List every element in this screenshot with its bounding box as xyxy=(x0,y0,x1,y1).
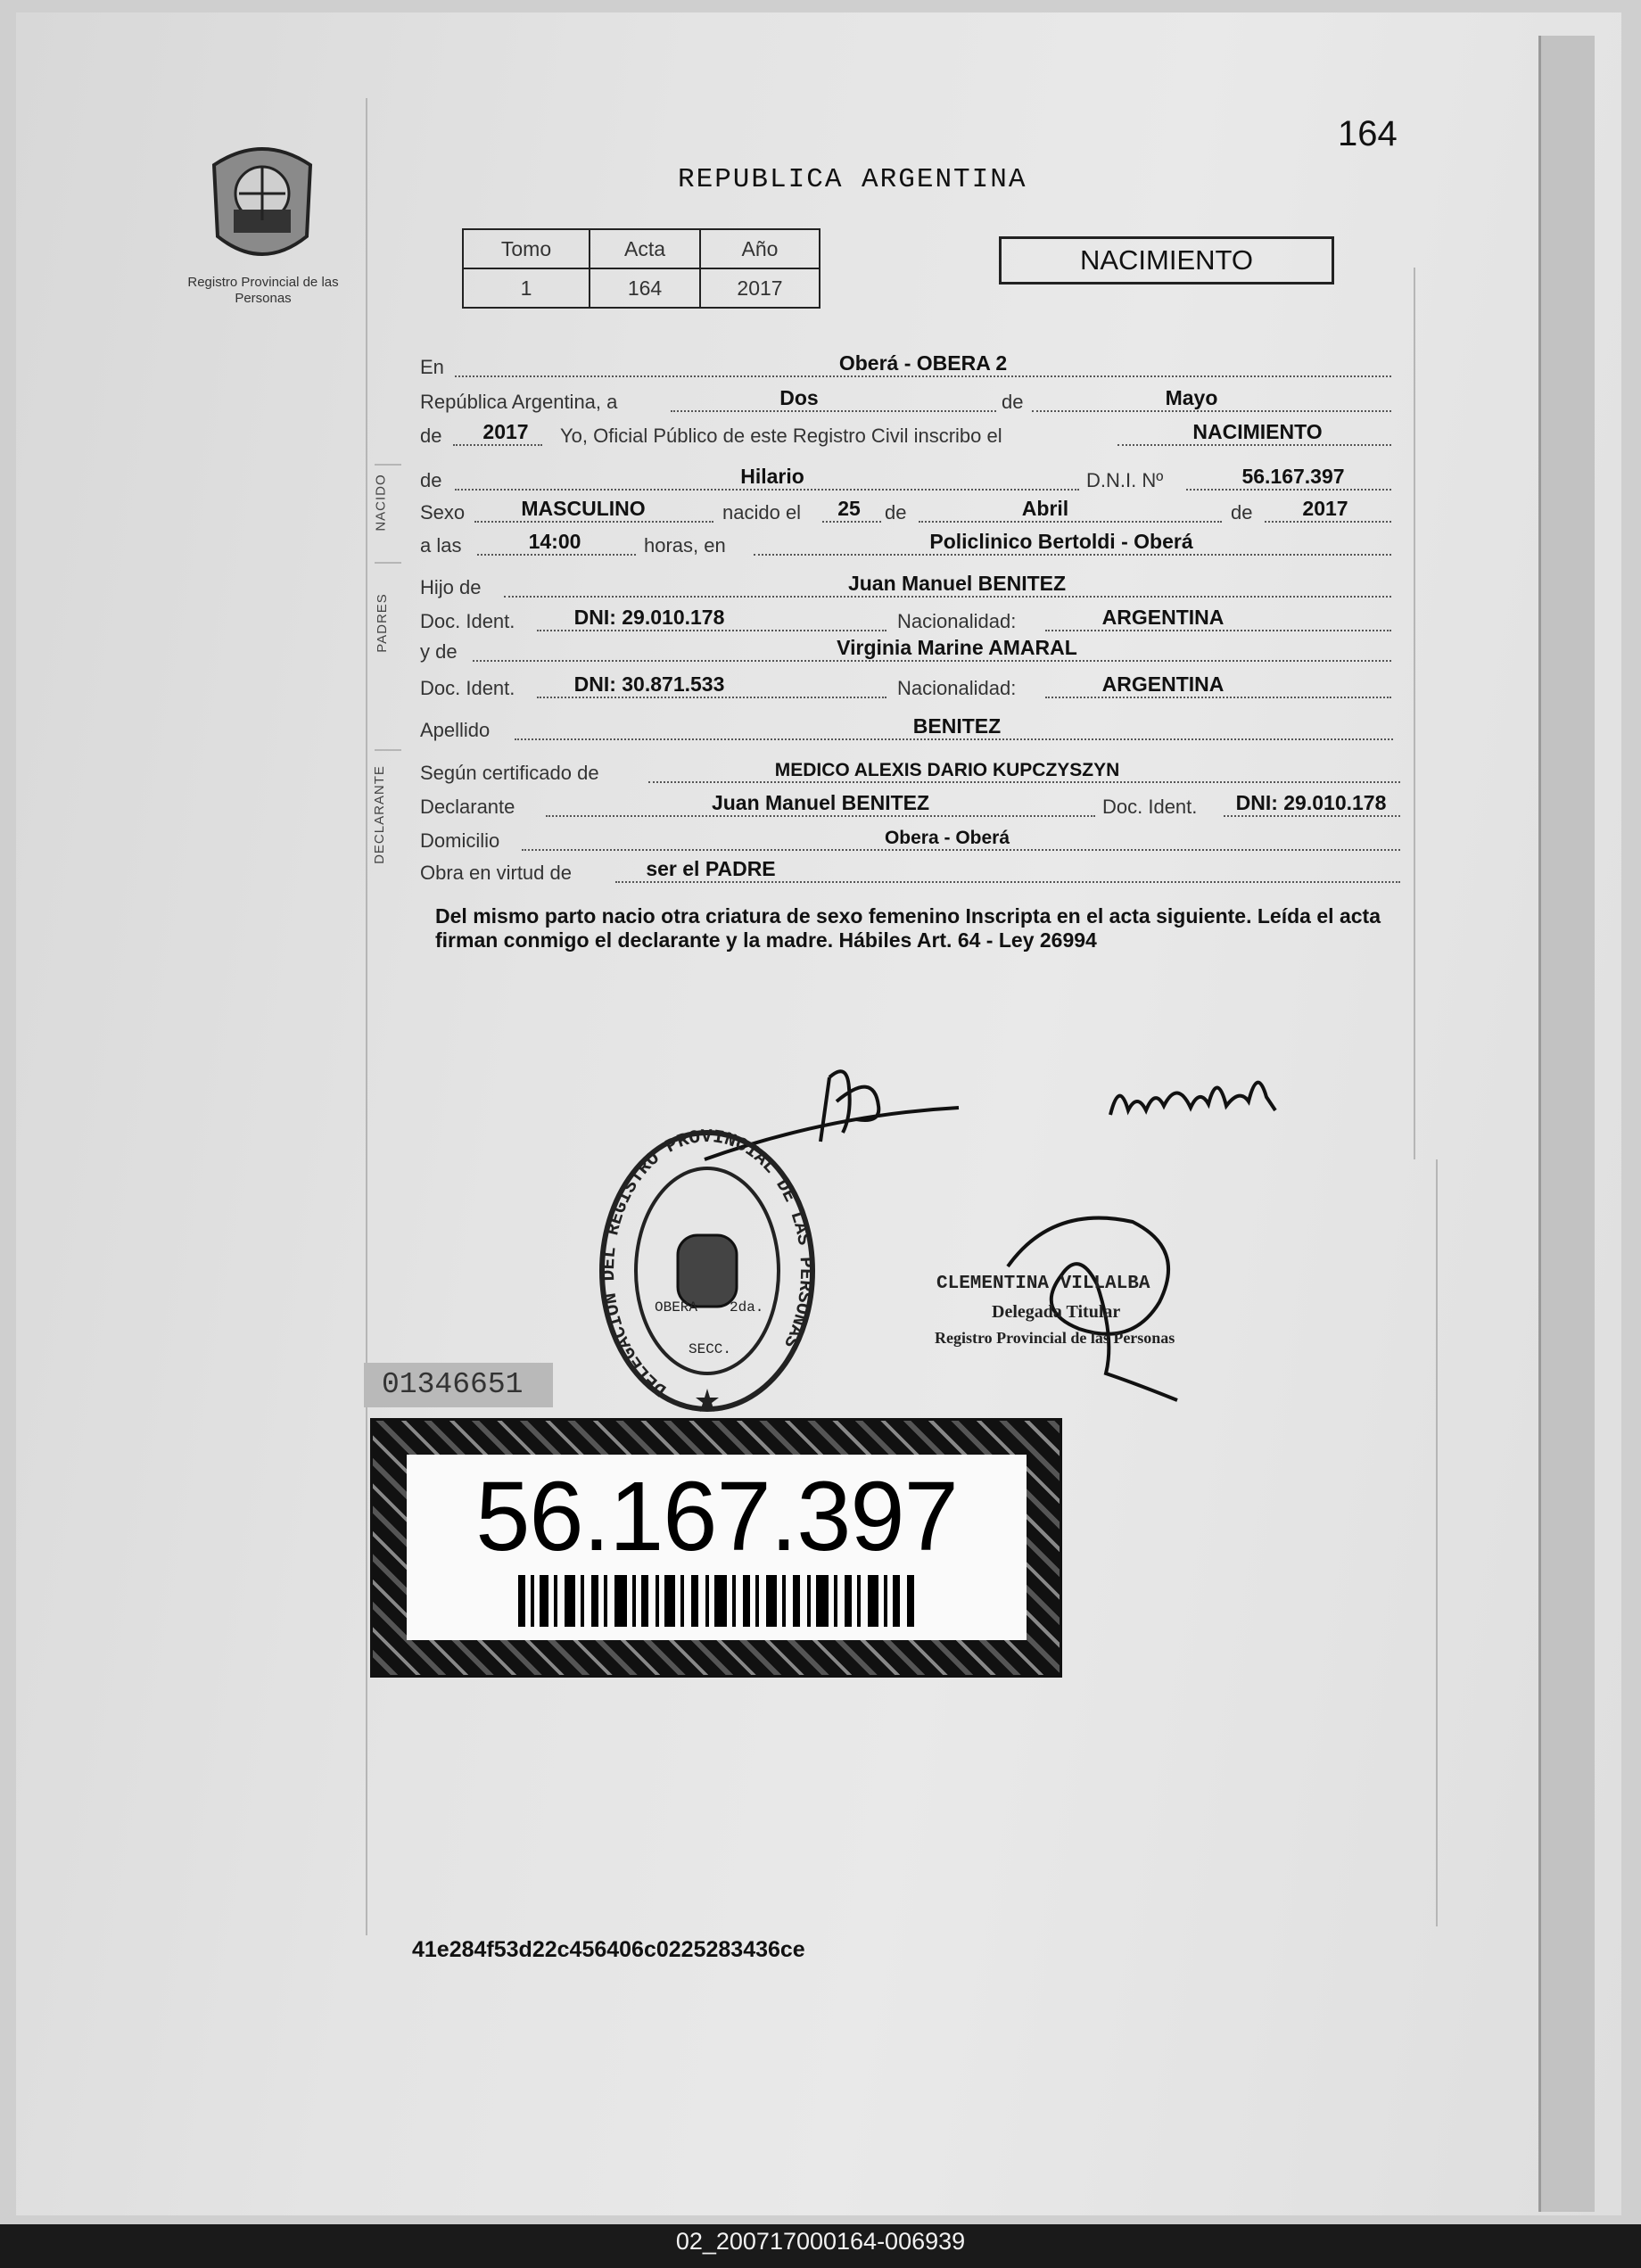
dni-label: D.N.I. Nº xyxy=(1086,469,1164,491)
time-value: 14:00 xyxy=(528,530,581,553)
dotted-line xyxy=(648,781,1400,783)
page-number: 164 xyxy=(1338,114,1398,153)
mother-signature xyxy=(1106,1061,1284,1133)
republic-label: República Argentina, a xyxy=(420,391,618,413)
tomo-value: 1 xyxy=(463,268,590,308)
certificate-value: MEDICO ALEXIS DARIO KUPCZYSZYN xyxy=(774,760,1120,780)
mother-nationality-label: Nacionalidad: xyxy=(897,677,1017,699)
declarant-doc-value: DNI: 29.010.178 xyxy=(1235,791,1387,814)
dotted-line xyxy=(615,881,1400,883)
certificate-label: Según certificado de xyxy=(420,762,599,784)
side-label-parents: PADRES xyxy=(374,593,390,653)
label-dni-number: 56.167.397 xyxy=(475,1462,958,1571)
registrar-name: CLEMENTINA VILLALBA xyxy=(936,1274,1150,1294)
field-row-father xyxy=(0,571,1427,603)
officer-text: Yo, Oficial Público de este Registro Civil inscribo el xyxy=(560,425,1002,447)
field-row-declarant xyxy=(0,790,1427,822)
year-de-label: de xyxy=(420,425,442,447)
side-label-declarant: DECLARANTE xyxy=(371,765,387,864)
surname-label: Apellido xyxy=(420,719,491,741)
declarant-label: Declarante xyxy=(420,796,515,818)
registrar-role: Delegada Titular xyxy=(992,1302,1121,1322)
field-row-virtue xyxy=(0,856,1427,888)
time-label: a las xyxy=(420,534,462,557)
virtue-value: ser el PADRE xyxy=(646,857,776,880)
hours-label: horas, en xyxy=(644,534,726,557)
child-name-value: Hilario xyxy=(740,465,804,488)
dotted-line xyxy=(1224,815,1400,817)
dotted-line xyxy=(515,738,1393,740)
virtue-label: Obra en virtud de xyxy=(420,862,572,884)
ano-value: 2017 xyxy=(700,268,820,308)
field-row-address xyxy=(0,824,1427,856)
section-tick xyxy=(375,562,401,564)
born-label: nacido el xyxy=(722,501,802,524)
security-label-inner xyxy=(407,1455,1027,1640)
dotted-line xyxy=(546,815,1095,817)
field-row-mother-doc xyxy=(0,672,1427,704)
act-type-box: NACIMIENTO xyxy=(999,236,1334,285)
mother-nationality-value: ARGENTINA xyxy=(1101,672,1225,696)
surname-value: BENITEZ xyxy=(912,714,1002,738)
born-day-value: 25 xyxy=(837,497,861,520)
dotted-line xyxy=(1045,697,1391,698)
born-de-label-2: de xyxy=(1231,501,1253,524)
dotted-line xyxy=(474,521,713,523)
ano-header: Año xyxy=(700,229,820,268)
dotted-line xyxy=(455,375,1391,377)
field-row-father-doc xyxy=(0,605,1427,637)
field-row-name xyxy=(0,464,1427,496)
serial-number: 01346651 xyxy=(364,1363,553,1407)
dotted-line xyxy=(537,630,886,631)
dotted-line xyxy=(455,489,1079,491)
field-row-date xyxy=(0,385,1427,417)
mother-doc-label: Doc. Ident. xyxy=(420,677,515,699)
dotted-line xyxy=(1117,444,1391,446)
en-label: En xyxy=(420,356,444,378)
dotted-line xyxy=(1186,489,1391,491)
side-label-born: NACIDO xyxy=(373,474,389,532)
section-tick xyxy=(375,749,401,751)
document-title: REPUBLICA ARGENTINA xyxy=(678,164,1027,195)
child-dni-value: 56.167.397 xyxy=(1241,465,1345,488)
father-nationality-value: ARGENTINA xyxy=(1101,606,1225,629)
binder-edge xyxy=(1538,36,1595,2212)
birth-place-value: Policlinico Bertoldi - Oberá xyxy=(929,530,1193,553)
seal-inner-bottom: SECC. xyxy=(689,1341,732,1357)
son-of-label: Hijo de xyxy=(420,576,482,598)
dotted-line xyxy=(822,521,881,523)
form-right-rule-lower xyxy=(1436,1159,1438,1926)
acta-value: 164 xyxy=(590,268,700,308)
year-value: 2017 xyxy=(482,420,529,443)
day-value: Dos xyxy=(779,386,819,409)
declarant-doc-label: Doc. Ident. xyxy=(1102,796,1198,818)
dotted-line xyxy=(522,849,1400,851)
father-doc-value: DNI: 29.010.178 xyxy=(573,606,725,629)
address-value: Obera - Oberá xyxy=(884,828,1010,848)
logo-caption: Registro Provincial de las Personas xyxy=(187,275,339,306)
tomo-header: Tomo xyxy=(463,229,590,268)
father-nationality-label: Nacionalidad: xyxy=(897,610,1017,632)
acta-header: Acta xyxy=(590,229,700,268)
father-doc-label: Doc. Ident. xyxy=(420,610,515,632)
born-de-label: de xyxy=(885,501,907,524)
emblem-icon xyxy=(203,138,321,263)
dotted-line xyxy=(1265,521,1391,523)
dotted-line xyxy=(473,660,1391,662)
image-footer-id: 02_200717000164-006939 xyxy=(675,2228,966,2255)
field-row-certificate xyxy=(0,756,1427,788)
declarant-value: Juan Manuel BENITEZ xyxy=(711,791,930,814)
mother-name-value: Virginia Marine AMARAL xyxy=(837,636,1077,659)
field-row-mother xyxy=(0,635,1427,667)
seal-inner-right: 2da. xyxy=(730,1299,764,1315)
document-hash: 41e284f53d22c456406c0225283436ce xyxy=(412,1937,805,1962)
and-of-label: y de xyxy=(420,640,458,663)
father-name-value: Juan Manuel BENITEZ xyxy=(847,572,1067,595)
born-month-value: Abril xyxy=(1021,497,1069,520)
field-row-surname xyxy=(0,713,1427,746)
dotted-line xyxy=(919,521,1222,523)
dotted-line xyxy=(504,596,1391,598)
field-row-birth xyxy=(0,496,1427,528)
sex-label: Sexo xyxy=(420,501,466,524)
field-row-place xyxy=(0,351,1427,383)
dotted-line xyxy=(1045,630,1391,631)
dotted-line xyxy=(453,444,542,446)
seal-inner-left: OBERA xyxy=(655,1299,698,1315)
field-row-time xyxy=(0,529,1427,561)
officer-value: NACIMIENTO xyxy=(1192,420,1323,443)
de-label: de xyxy=(1002,391,1024,413)
security-label xyxy=(370,1418,1062,1678)
dotted-line xyxy=(1032,410,1391,412)
barcode-icon xyxy=(518,1575,915,1627)
book-reference-table xyxy=(462,228,820,309)
name-de-label: de xyxy=(420,469,442,491)
dotted-line xyxy=(537,697,886,698)
address-label: Domicilio xyxy=(420,829,500,852)
seal-ring-text: DELEGACION DEL REGISTRO PROVINCIAL DE LAS PERSONAS xyxy=(598,1128,816,1400)
sex-value: MASCULINO xyxy=(521,497,646,520)
mother-doc-value: DNI: 30.871.533 xyxy=(573,672,725,696)
born-year-value: 2017 xyxy=(1302,497,1348,520)
registrar-office: Registro Provincial de las Personas xyxy=(935,1329,1175,1347)
field-row-officer xyxy=(0,419,1427,451)
month-value: Mayo xyxy=(1165,386,1218,409)
observations-note: Del mismo parto nacio otra criatura de sexo femenino Inscripta en el acta siguiente. Leída el acta firman conmigo el declarante y la madre. Hábiles Art. 64 - Ley 26994 xyxy=(435,904,1381,952)
official-seal xyxy=(596,1128,819,1423)
dotted-line xyxy=(671,410,996,412)
dotted-line xyxy=(754,554,1391,556)
place-value: Oberá - OBERA 2 xyxy=(838,351,1008,375)
dotted-line xyxy=(477,554,636,556)
